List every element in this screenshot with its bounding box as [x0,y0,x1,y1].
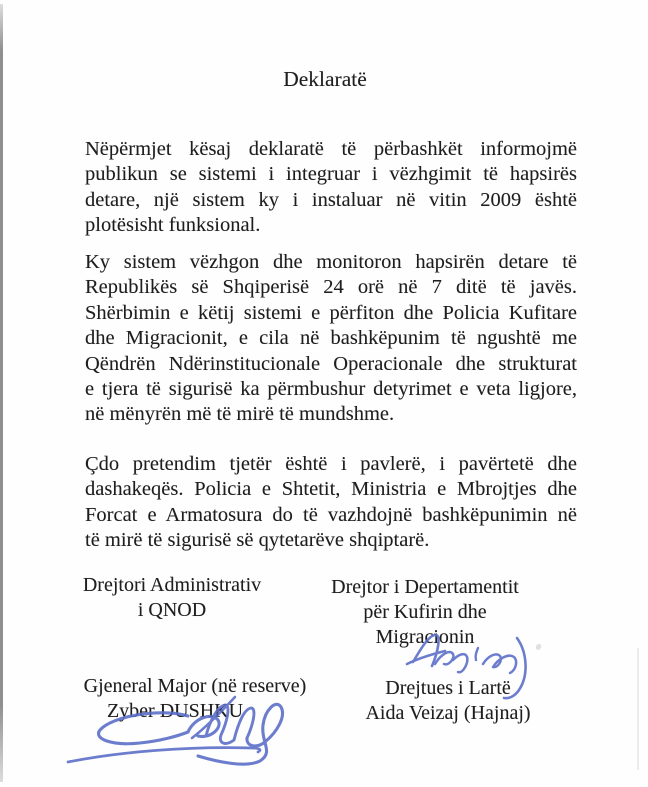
signatory-left-role-line1: Drejtori Administrativ [82,574,262,596]
scan-speckle [535,643,542,650]
paragraph-line: dhe Migracionit, e cila në bashkëpunim të ngushtë me [85,327,577,350]
paragraph-line: e tjera të sigurisë ka përmbushur detyrimet e veta ligjore, [85,378,577,401]
paragraph-line: Nëpërmjet kësaj deklaratë të përbashkët informojmë [85,138,577,160]
signatory-left-role [72,573,272,623]
signatory-right-name [348,676,548,726]
signatory-right-role [325,575,525,651]
signatory-right-name-line1: Drejtues i Lartë [385,677,511,699]
paragraph-line: Qëndrën Ndërinstitucionale Operacionale dhe strukturat [85,352,577,375]
paragraph-line: Shërbimin e këtij sistemi e përfiton dhe Policia Kufitare [85,301,577,324]
signatory-left-name-line2: Zyber DUSHKU [106,700,244,723]
signatory-left-name [72,674,318,724]
paragraph-line: dashakeqës. Policia e Shtetit, Ministria e Mbrojtjes dhe [85,478,577,501]
paragraph-3 [85,452,577,554]
paragraph-line: Forcat e Armatosura do të vazhdojnë bashkëpunimin në [85,503,577,526]
signatory-left-role-line2: i QNOD [137,599,207,622]
signatory-right-name-line2: Aida Veizaj (Hajnaj) [365,702,531,725]
paragraph-1 [85,137,577,239]
signatory-right-role-line1: Drejtor i Depertamentit [331,576,519,598]
paragraph-line: Çdo pretendim tjetër është i pavlerë, i pavërtetë dhe [85,453,577,475]
paragraph-2 [85,250,577,428]
paragraph-line: të mirë të sigurisë së qytetarëve shqiptarë. [85,529,430,552]
scan-edge-line [0,4,3,782]
paragraph-line: në mënyrën më të mirë të mundshme. [85,403,395,426]
paragraph-line: plotësisht funksional. [85,214,261,237]
document-title: Deklaratë [283,67,367,91]
signatory-left-name-line1: Gjeneral Major (në reserve) [83,675,307,697]
paragraph-line: Ky sistem vëzhgon dhe monitoron hapsirën detare të [85,251,577,273]
signatory-right-role-line2: për Kufirin dhe Migracionin [363,601,487,649]
paragraph-line: publikun se sistemi i integruar i vëzhgimit të hapsirës [85,163,577,186]
paragraph-line: detare, një sistem ky i instaluar në vitin 2009 është [85,188,577,211]
scan-artifact-right [637,648,639,770]
paragraph-line: Republikës së Shqiperisë 24 orë në 7 ditë të javës. [85,276,577,299]
